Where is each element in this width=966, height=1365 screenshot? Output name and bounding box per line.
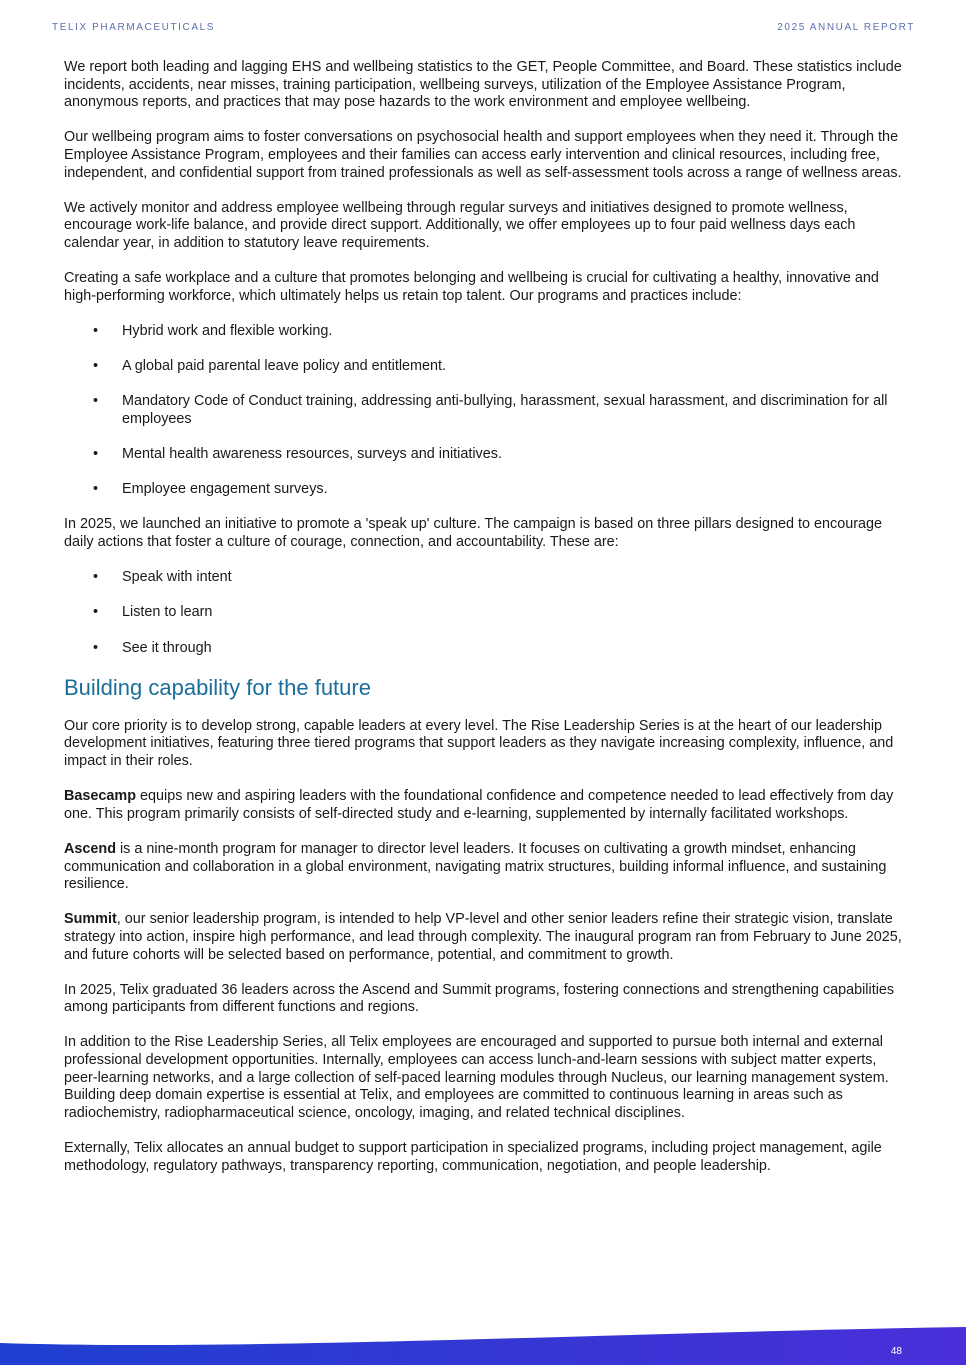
basecamp-term: Basecamp: [64, 788, 136, 805]
summit-term: Summit: [64, 911, 117, 928]
paragraph-safe-workplace: Creating a safe workplace and a culture that promotes belonging and wellbeing is crucial for cultivating a healthy, innovative and high-performing workforce, which ultimately helps us retain top talent. Our programs and practices include:: [64, 270, 879, 304]
bullet-icon: •: [93, 604, 99, 621]
paragraph-professional-development: In addition to the Rise Leadership Series, all Telix employees are encouraged and supported to pursue both internal and external professional development opportunities. Internally, employees can access lunch-and-learn sessions with subject matter experts, peer-learning networks, and a large collection of self-paced learning modules through Nucleus, our learning management system. Building deep domain expertise is essential at Telix, and employees are committed to continuous learning in areas such as radiochemistry, radiopharmaceutical science, oncology, imaging, and related technical disciplines.: [64, 1034, 889, 1121]
paragraph-ehs-reporting: We report both leading and lagging EHS and wellbeing statistics to the GET, People Committee, and Board. These statistics include incidents, accidents, near misses, training participation, wellbeing surveys, utilization of the Employee Assistance Program, anonymous reports, and practices that may pose hazards to the work environment and employee wellbeing.: [64, 59, 902, 111]
list-item: • Speak with intent: [93, 569, 232, 586]
report-title-header: 2025 ANNUAL REPORT: [777, 22, 915, 33]
list-item: • Mental health awareness resources, surveys and initiatives.: [93, 446, 502, 463]
list-item: • Mandatory Code of Conduct training, addressing anti-bullying, harassment, sexual harassment, and discrimination for all employees: [93, 393, 888, 427]
bullet-icon: •: [93, 446, 99, 463]
bullet-icon: •: [93, 569, 99, 586]
ascend-term: Ascend: [64, 840, 116, 857]
programs-list: [64, 323, 904, 499]
paragraph-ascend: Ascend is a nine-month program for manager to director level leaders. It focuses on cultivating a growth mindset, enhancing communication and collaboration in a global environment, navigating matrix structures, building informal influence, and sustaining resilience.: [64, 840, 887, 893]
paragraph-graduates: In 2025, Telix graduated 36 leaders across the Ascend and Summit programs, fostering connections and strengthening capabilities among participants from different functions and regions.: [64, 981, 895, 1016]
footer-wave: [0, 1325, 966, 1365]
paragraph-basecamp: Basecamp equips new and aspiring leaders with the foundational confidence and competence needed to lead effectively from day one. This program primarily consists of self-directed study and e-learning, supplemented by internally facilitated workshops.: [64, 788, 894, 822]
list-item: • See it through: [93, 639, 212, 656]
footer-wave-shape: [0, 1327, 966, 1365]
paragraph-capability-intro: Our core priority is to develop strong, capable leaders at every level. The Rise Leadership Series is at the heart of our leadership development initiatives, featuring three tiered programs that support leaders as they navigate increasing complexity, influence, and impact in their roles.: [64, 717, 894, 769]
page-number: 48: [890, 1346, 902, 1357]
list-item: • Hybrid work and flexible working.: [93, 322, 333, 339]
list-item: • A global paid parental leave policy and entitlement.: [93, 358, 447, 375]
company-name-header: TELIX PHARMACEUTICALS: [52, 22, 216, 33]
bullet-icon: •: [93, 481, 99, 498]
list-item: • Listen to learn: [93, 604, 213, 621]
paragraph-wellbeing-program: Our wellbeing program aims to foster conversations on psychosocial health and support employees when they need it. Through the Employee Assistance Program, employees and their families can access early intervention and clinical resources, including free, independent, and confidential support from trained professionals as well as self-assessment tools across a range of wellness areas.: [64, 129, 902, 181]
pillars-list: [64, 569, 904, 657]
paragraph-summit: Summit, our senior leadership program, is intended to help VP-level and other senior leaders refine their strategic vision, translate strategy into action, inspire high performance, and lead through complexity. The inaugural program ran from February to June 2025, and future cohorts will be selected based on performance, potential, and commitment to growth.: [64, 911, 902, 963]
bullet-icon: •: [93, 393, 99, 410]
page-content: [64, 59, 904, 1193]
list-item: • Employee engagement surveys.: [93, 481, 328, 498]
bullet-icon: •: [93, 322, 99, 339]
paragraph-external-budget: Externally, Telix allocates an annual budget to support participation in specialized programs, including project management, agile methodology, regulatory pathways, transparency reporting, communication, negotiation, and people leadership.: [64, 1140, 882, 1174]
paragraph-wellbeing-monitoring: We actively monitor and address employee wellbeing through regular surveys and initiatives designed to promote wellness, encourage work-life balance, and provide direct support. Additionally, we offer employees up to four paid wellness days each calendar year, in addition to statutory leave requirements.: [64, 199, 856, 251]
section-title: Building capability for the future: [64, 674, 371, 700]
bullet-icon: •: [93, 639, 99, 656]
paragraph-speak-up: In 2025, we launched an initiative to promote a 'speak up' culture. The campaign is based on three pillars designed to encourage daily actions that foster a culture of courage, connection, and accountability. These are:: [64, 516, 883, 551]
bullet-icon: •: [93, 358, 99, 375]
